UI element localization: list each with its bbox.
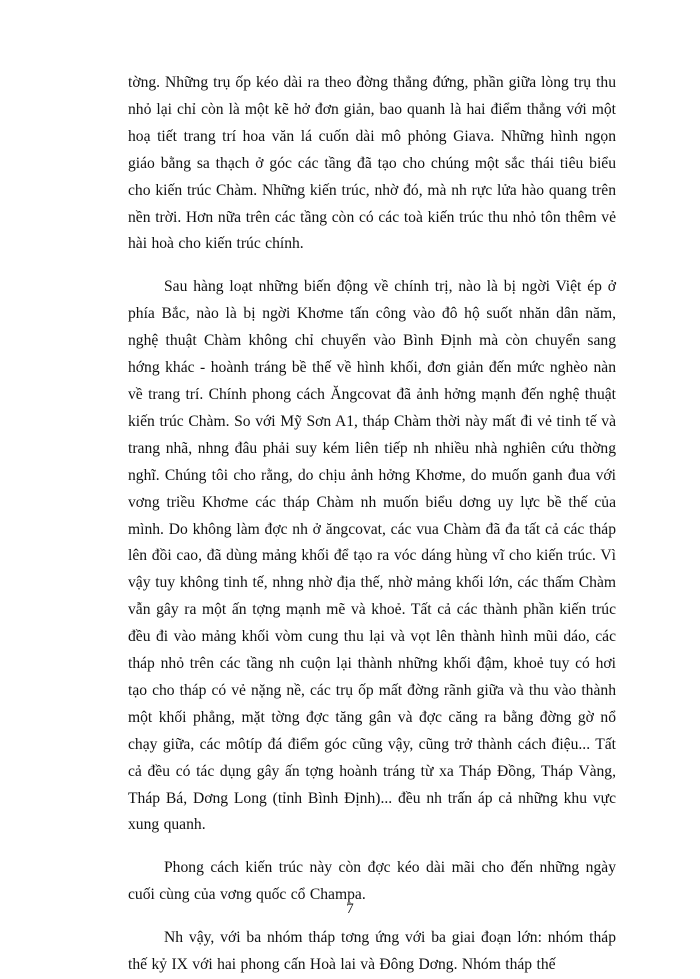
paragraph-2: Sau hàng loạt những biến động về chính trị, nào là bị ngời Việt ép ở phía Bắc, nào là bị ngời Khơme tấn công vào đô hộ suốt nhăn dân năm, nghệ thuật Chàm không chỉ chuyển vào Bình Định mà còn chuyển sang hớng khác - hoành tráng bề thế về hình khối, đơn giản đến mức nghèo nàn về trang trí. Chính phong cách Ăngcovat đã ảnh hởng mạnh đến nghệ thuật kiến trúc Chàm. So với Mỹ Sơn A1, tháp Chàm thời này mất đi vẻ tinh tế và trang nhã, nhng đâu phải suy kém liên tiếp nh nhiều nhà nghiên cứu thờng nghĩ. Chúng tôi cho rằng, do chịu ảnh hởng Khơme, do muốn ganh đua với vơng triều Khơme các tháp Chàm nh muốn biểu dơng uy lực bề thế của mình. Do không làm đợc nh ở ăngcovat, các vua Chàm đã đa tất cả các tháp lên đồi cao, đã dùng mảng khối để tạo ra vóc dáng hùng vĩ cho kiến trúc. Vì vậy tuy không tinh tế, nhng nhờ địa thế, nhờ mảng khối lớn, các thấm Chàm vẫn gây ra một ấn tợng mạnh mẽ và khoẻ. Tất cả các thành phần kiến trúc đều đi vào mảng khối vòm cung thu lại và vọt lên thành hình mũi dáo, các tháp nhỏ trên các tầng nh cuộn lại thành những khối đậm, khoẻ tuy có hơi tạo cho tháp có vẻ nặng nề, các trụ ốp mất đờng rãnh giữa và thu vào thành một khối phẳng, mặt tờng đợc tăng gân và đợc căng ra bằng đờng gờ nổ chạy giữa, các môtíp đá điểm góc cũng vậy, cũng trở thành cách điệu... Tất cả đều có tác dụng gây ấn tợng hoành tráng từ xa Tháp Đồng, Tháp Vàng, Tháp Bá, Dơng Long (tỉnh Bình Định)... đều nh trấn áp cả những khu vực xung quanh. — [128, 278, 616, 834]
paragraph-1: tờng. Những trụ ốp kéo dài ra theo đờng thẳng đứng, phần giữa lòng trụ thu nhỏ lại chỉ còn là một kẽ hở đơn giản, bao quanh là hai điểm thẳng với một hoạ tiết trang trí hoa văn lá cuốn dài mô phỏng Giava. Những hình ngọn giáo bằng sa thạch ở góc các tầng đã tạo cho chúng một sắc thái tiêu biểu cho kiến trúc Chàm. Những kiến trúc, nhờ đó, mà nh rực lửa hào quang trên nền trời. Hơn nữa trên các tầng còn có các toà kiến trúc thu nhỏ tôn thêm vẻ hài hoà cho kiến trúc chính. — [128, 74, 616, 253]
paragraph-4: Nh vậy, với ba nhóm tháp tơng ứng với ba giai đoạn lớn: nhóm tháp thế kỷ IX với hai phong cấn Hoà lai và Đông Dơng. Nhóm tháp thế — [128, 929, 616, 974]
body-text — [128, 70, 616, 979]
paragraph-3: Phong cách kiến trúc này còn đợc kéo dài mãi cho đến những ngày cuối cùng của vơng quốc cổ Champa. — [128, 859, 616, 904]
page-number: 7 — [346, 901, 354, 917]
